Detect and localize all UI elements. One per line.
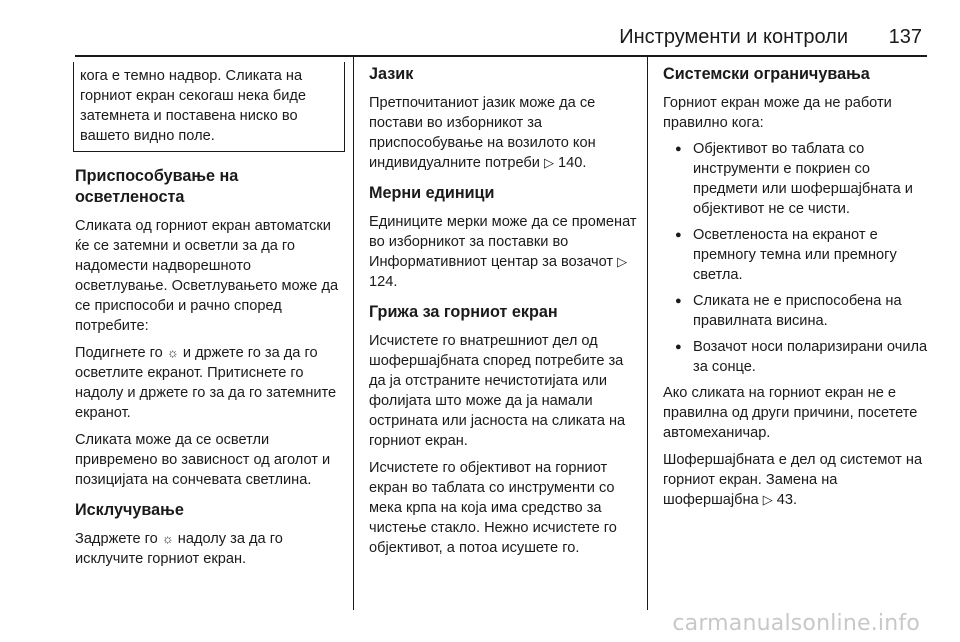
paragraph: Единиците мерки може да се променат во изборникот за поставки во Информативниот центар за возачот ▷ 124. (369, 214, 637, 290)
list-item: ● Возачот носи поларизирани очила за сонце. (663, 337, 929, 377)
heading-care: Грижа за горниот екран (369, 303, 558, 321)
paragraph: Сликата од горниот екран автоматски ќе се затемни и осветли за да го надомести надворешното осветлување. Осветлувањето може да се приспособи и рачно според потребите: (75, 218, 339, 334)
paragraph: Задржете го ☼ надолу за да го исклучите горниот екран. (75, 531, 283, 567)
paragraph: Исчистете го објективот на горниот екран во таблата со инструменти со мека крпа на која има средство за чистење стакло. Нежно исчистете го објективот, а потоа исушете го. (369, 460, 617, 556)
brightness-icon: ☼ (166, 345, 179, 360)
paragraph: Исчистете го внатрешниот дел од шофершајбната според потребите за да ја отстраните нечистотијата или фолијата што може да ја намали острината или јасноста на сликата на горниот екран. (369, 333, 626, 449)
header-rule (75, 55, 927, 57)
heading-units: Мерни единици (369, 184, 495, 202)
column-2 (369, 62, 637, 565)
heading-brightness: Приспособување на осветленоста (75, 167, 239, 206)
heading-switch-off: Исклучување (75, 501, 184, 519)
page-number: 137 (888, 26, 922, 48)
page-reference-icon: ▷ (543, 155, 554, 170)
watermark: carmanualsonline.info (672, 611, 920, 636)
page-reference-icon: ▷ (617, 254, 628, 269)
page-reference[interactable]: 140. (558, 155, 587, 171)
list-item: ● Објективот во таблата со инструменти е покриен со предмети или шофершајбната и објективот не се чисти. (663, 139, 929, 219)
section-title: Инструменти и контроли (619, 26, 848, 48)
brightness-icon: ☼ (161, 531, 174, 546)
paragraph: Горниот екран може да не работи правилно кога: (663, 95, 892, 131)
heading-limitations: Системски ограничувања (663, 65, 870, 83)
paragraph: Подигнете го ☼ и држете го за да го осветлите екранот. Притиснете го надолу и држете го за да го затемните екранот. (75, 345, 337, 421)
page-reference[interactable]: 124. (369, 274, 398, 290)
paragraph: Сликата може да се осветли привремено во зависност од аголот и позицијата на сончевата светлина. (75, 432, 331, 488)
paragraph: Претпочитаниот јазик може да се постави во изборникот за приспособување на возилото кон индивидуалните потреби ▷ 140. (369, 95, 596, 171)
page-header (0, 26, 960, 66)
boxed-note (73, 62, 345, 152)
limitations-list (663, 139, 929, 377)
list-item: ● Осветленоста на екранот е премногу темна или премногу светла. (663, 225, 929, 285)
page-reference[interactable]: 43. (776, 492, 798, 508)
paragraph: Шофершајбната е дел од системот на горниот екран. Замена на шофершајбна ▷ 43. (663, 452, 923, 508)
column-3 (663, 62, 929, 517)
list-item: ● Сликата не е приспособена на правилната висина. (663, 291, 929, 331)
boxed-note-text: кога е темно надвор. Сликата на горниот екран секогаш нека биде затемнета и поставена ниско во вашето видно поле. (80, 68, 306, 144)
column-divider-2 (647, 57, 648, 610)
column-1 (75, 62, 343, 576)
page-reference-icon: ▷ (762, 492, 773, 507)
column-divider-1 (353, 57, 354, 610)
heading-language: Јазик (369, 65, 414, 83)
paragraph: Ако сликата на горниот екран не е правилна од други причини, посетете автомеханичар. (663, 385, 918, 441)
